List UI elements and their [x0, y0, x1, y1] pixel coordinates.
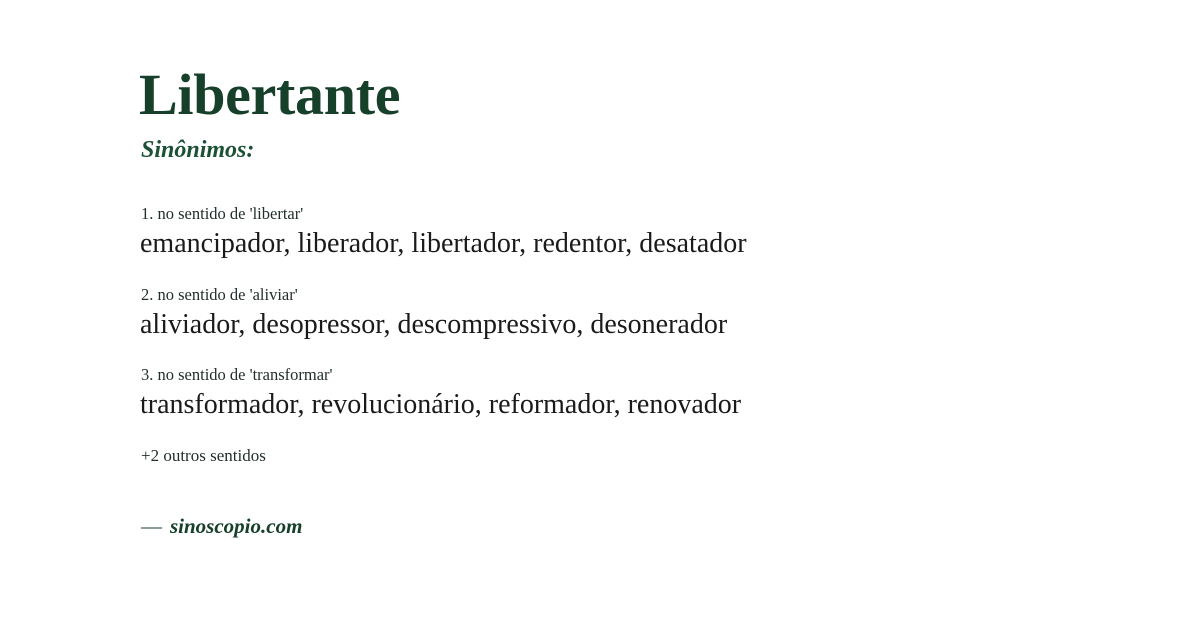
synonyms-subtitle: Sinônimos:	[141, 136, 255, 163]
list-item	[139, 365, 1120, 423]
sense-label: 2. no sentido de 'aliviar'	[141, 284, 298, 304]
sense-synonyms: emancipador, liberador, libertador, redentor, desatador	[140, 227, 747, 259]
list-item	[139, 204, 1120, 262]
sense-label: 3. no sentido de 'transformar'	[141, 365, 333, 385]
em-dash: —	[141, 514, 162, 539]
sense-list	[139, 204, 1120, 423]
source-name: sinoscopio.com	[170, 514, 303, 539]
sense-label: 1. no sentido de 'libertar'	[141, 203, 304, 223]
source-attribution	[141, 514, 1120, 539]
more-senses-note: +2 outros sentidos	[141, 446, 266, 466]
list-item	[139, 285, 1120, 343]
page-title: Libertante	[139, 62, 401, 127]
sense-synonyms: aliviador, desopressor, descompressivo, desonerador	[140, 308, 728, 340]
sense-synonyms: transformador, revolucionário, reformador, renovador	[140, 389, 742, 421]
